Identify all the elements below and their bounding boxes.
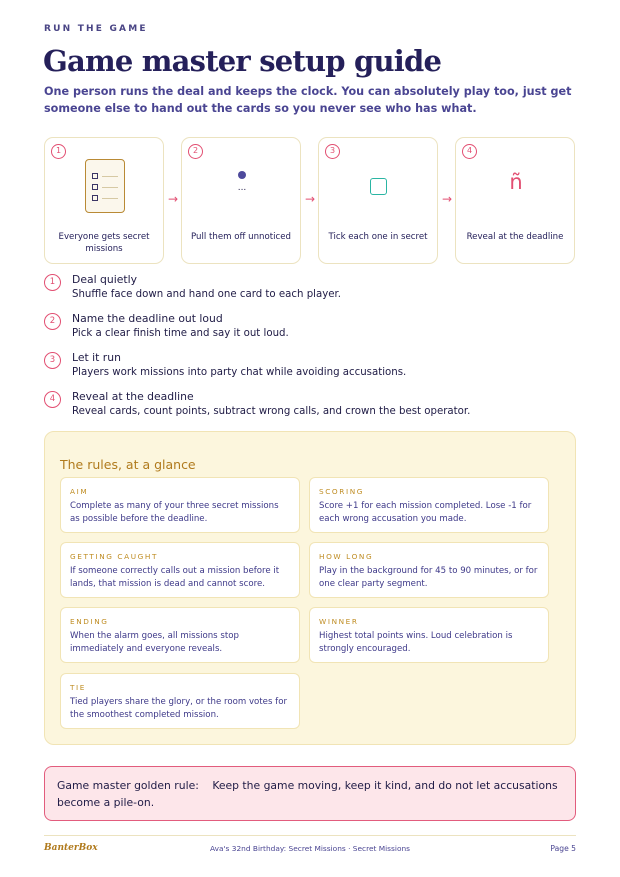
golden-rule-text: Keep the game moving, keep it kind, and do not let accusations become a pile-on.: [57, 779, 558, 809]
instruction-title: Let it run: [72, 351, 121, 364]
rule-text: Play in the background for 45 to 90 minutes, or for one clear party segment.: [319, 566, 538, 589]
step-card-2: [181, 137, 301, 264]
step-card-4: [455, 137, 575, 264]
rule-label: ENDING: [70, 617, 109, 626]
instruction-text: Pick a clear finish time and say it out loud.: [72, 328, 289, 339]
rule-text: Tied players share the glory, or the room votes for the smoothest completed mission.: [70, 697, 287, 720]
rule-text: Score +1 for each mission completed. Lose -1 for each wrong accusation you made.: [319, 501, 532, 524]
step-label: Everyone gets secret missions: [58, 232, 150, 254]
page-number: Page 5: [550, 844, 576, 853]
brand-logo: BanterBox: [44, 843, 98, 853]
rule-card-getting-caught: [60, 542, 300, 598]
footer-document-title: Ava's 32nd Birthday: Secret Missions · Secret Missions: [210, 844, 410, 853]
step-number: 1: [51, 144, 66, 159]
arrow-right-icon: →: [168, 192, 179, 206]
step-card-1: [44, 137, 164, 264]
instruction-text: Shuffle face down and hand one card to each player.: [72, 289, 342, 300]
instruction-item: [44, 272, 584, 308]
instruction-number: 3: [44, 352, 61, 369]
step-label: Pull them off unnoticed: [191, 232, 291, 242]
steps-strip: [44, 137, 576, 264]
rule-label: HOW LONG: [319, 552, 374, 561]
footer-divider: [44, 835, 576, 836]
arrow-right-icon: →: [442, 192, 453, 206]
rule-card-ending: [60, 607, 300, 663]
glyph-text: ñ: [509, 170, 523, 194]
golden-rule-callout: [44, 766, 576, 821]
rule-card-winner: [309, 607, 549, 663]
arrow-right-icon: →: [305, 192, 316, 206]
page-subtitle: One person runs the deal and keeps the clock. You can absolutely play too, just get someone else to hand out the cards so you never see who has what.: [44, 85, 572, 115]
rule-label: GETTING CAUGHT: [70, 552, 159, 561]
rule-card-how-long: [309, 542, 549, 598]
instruction-title: Deal quietly: [72, 273, 137, 286]
rule-label: TIE: [70, 683, 87, 692]
step-label: Tick each one in secret: [328, 232, 428, 242]
checklist-icon: [45, 156, 165, 224]
rule-text: Complete as many of your three secret missions as possible before the deadline.: [70, 501, 279, 524]
rule-label: WINNER: [319, 617, 359, 626]
instruction-text: Reveal cards, count points, subtract wrong calls, and crown the best operator.: [72, 406, 471, 417]
step-number: 4: [462, 144, 477, 159]
dot-icon: [182, 156, 302, 224]
instruction-item: [44, 389, 584, 425]
rules-panel: [44, 431, 576, 745]
instruction-title: Name the deadline out loud: [72, 312, 223, 325]
instruction-item: [44, 350, 584, 386]
instruction-title: Reveal at the deadline: [72, 390, 194, 403]
rule-label: SCORING: [319, 487, 365, 496]
rule-text: Highest total points wins. Loud celebration is strongly encouraged.: [319, 631, 513, 654]
rule-card-scoring: [309, 477, 549, 533]
step-number: 3: [325, 144, 340, 159]
rule-card-aim: [60, 477, 300, 533]
square-icon: [319, 156, 439, 224]
instruction-number: 4: [44, 391, 61, 408]
page-title: Game master setup guide: [43, 44, 442, 78]
step-card-3: [318, 137, 438, 264]
rule-label: AIM: [70, 487, 89, 496]
step-label: Reveal at the deadline: [466, 232, 564, 242]
rules-heading: The rules, at a glance: [60, 457, 196, 472]
step-number: 2: [188, 144, 203, 159]
ellipsis-text: ...: [237, 183, 247, 193]
instruction-number: 1: [44, 274, 61, 291]
rule-text: When the alarm goes, all missions stop immediately and everyone reveals.: [70, 631, 239, 654]
eyebrow: RUN THE GAME: [44, 24, 148, 34]
instruction-text: Players work missions into party chat while avoiding accusations.: [72, 367, 407, 378]
instruction-item: [44, 311, 584, 347]
rule-card-tie: [60, 673, 300, 729]
golden-rule-label: Game master golden rule:: [57, 779, 199, 792]
instruction-number: 2: [44, 313, 61, 330]
glyph-icon: [456, 156, 576, 224]
rule-text: If someone correctly calls out a mission before it lands, that mission is dead and cannot score.: [70, 566, 280, 589]
